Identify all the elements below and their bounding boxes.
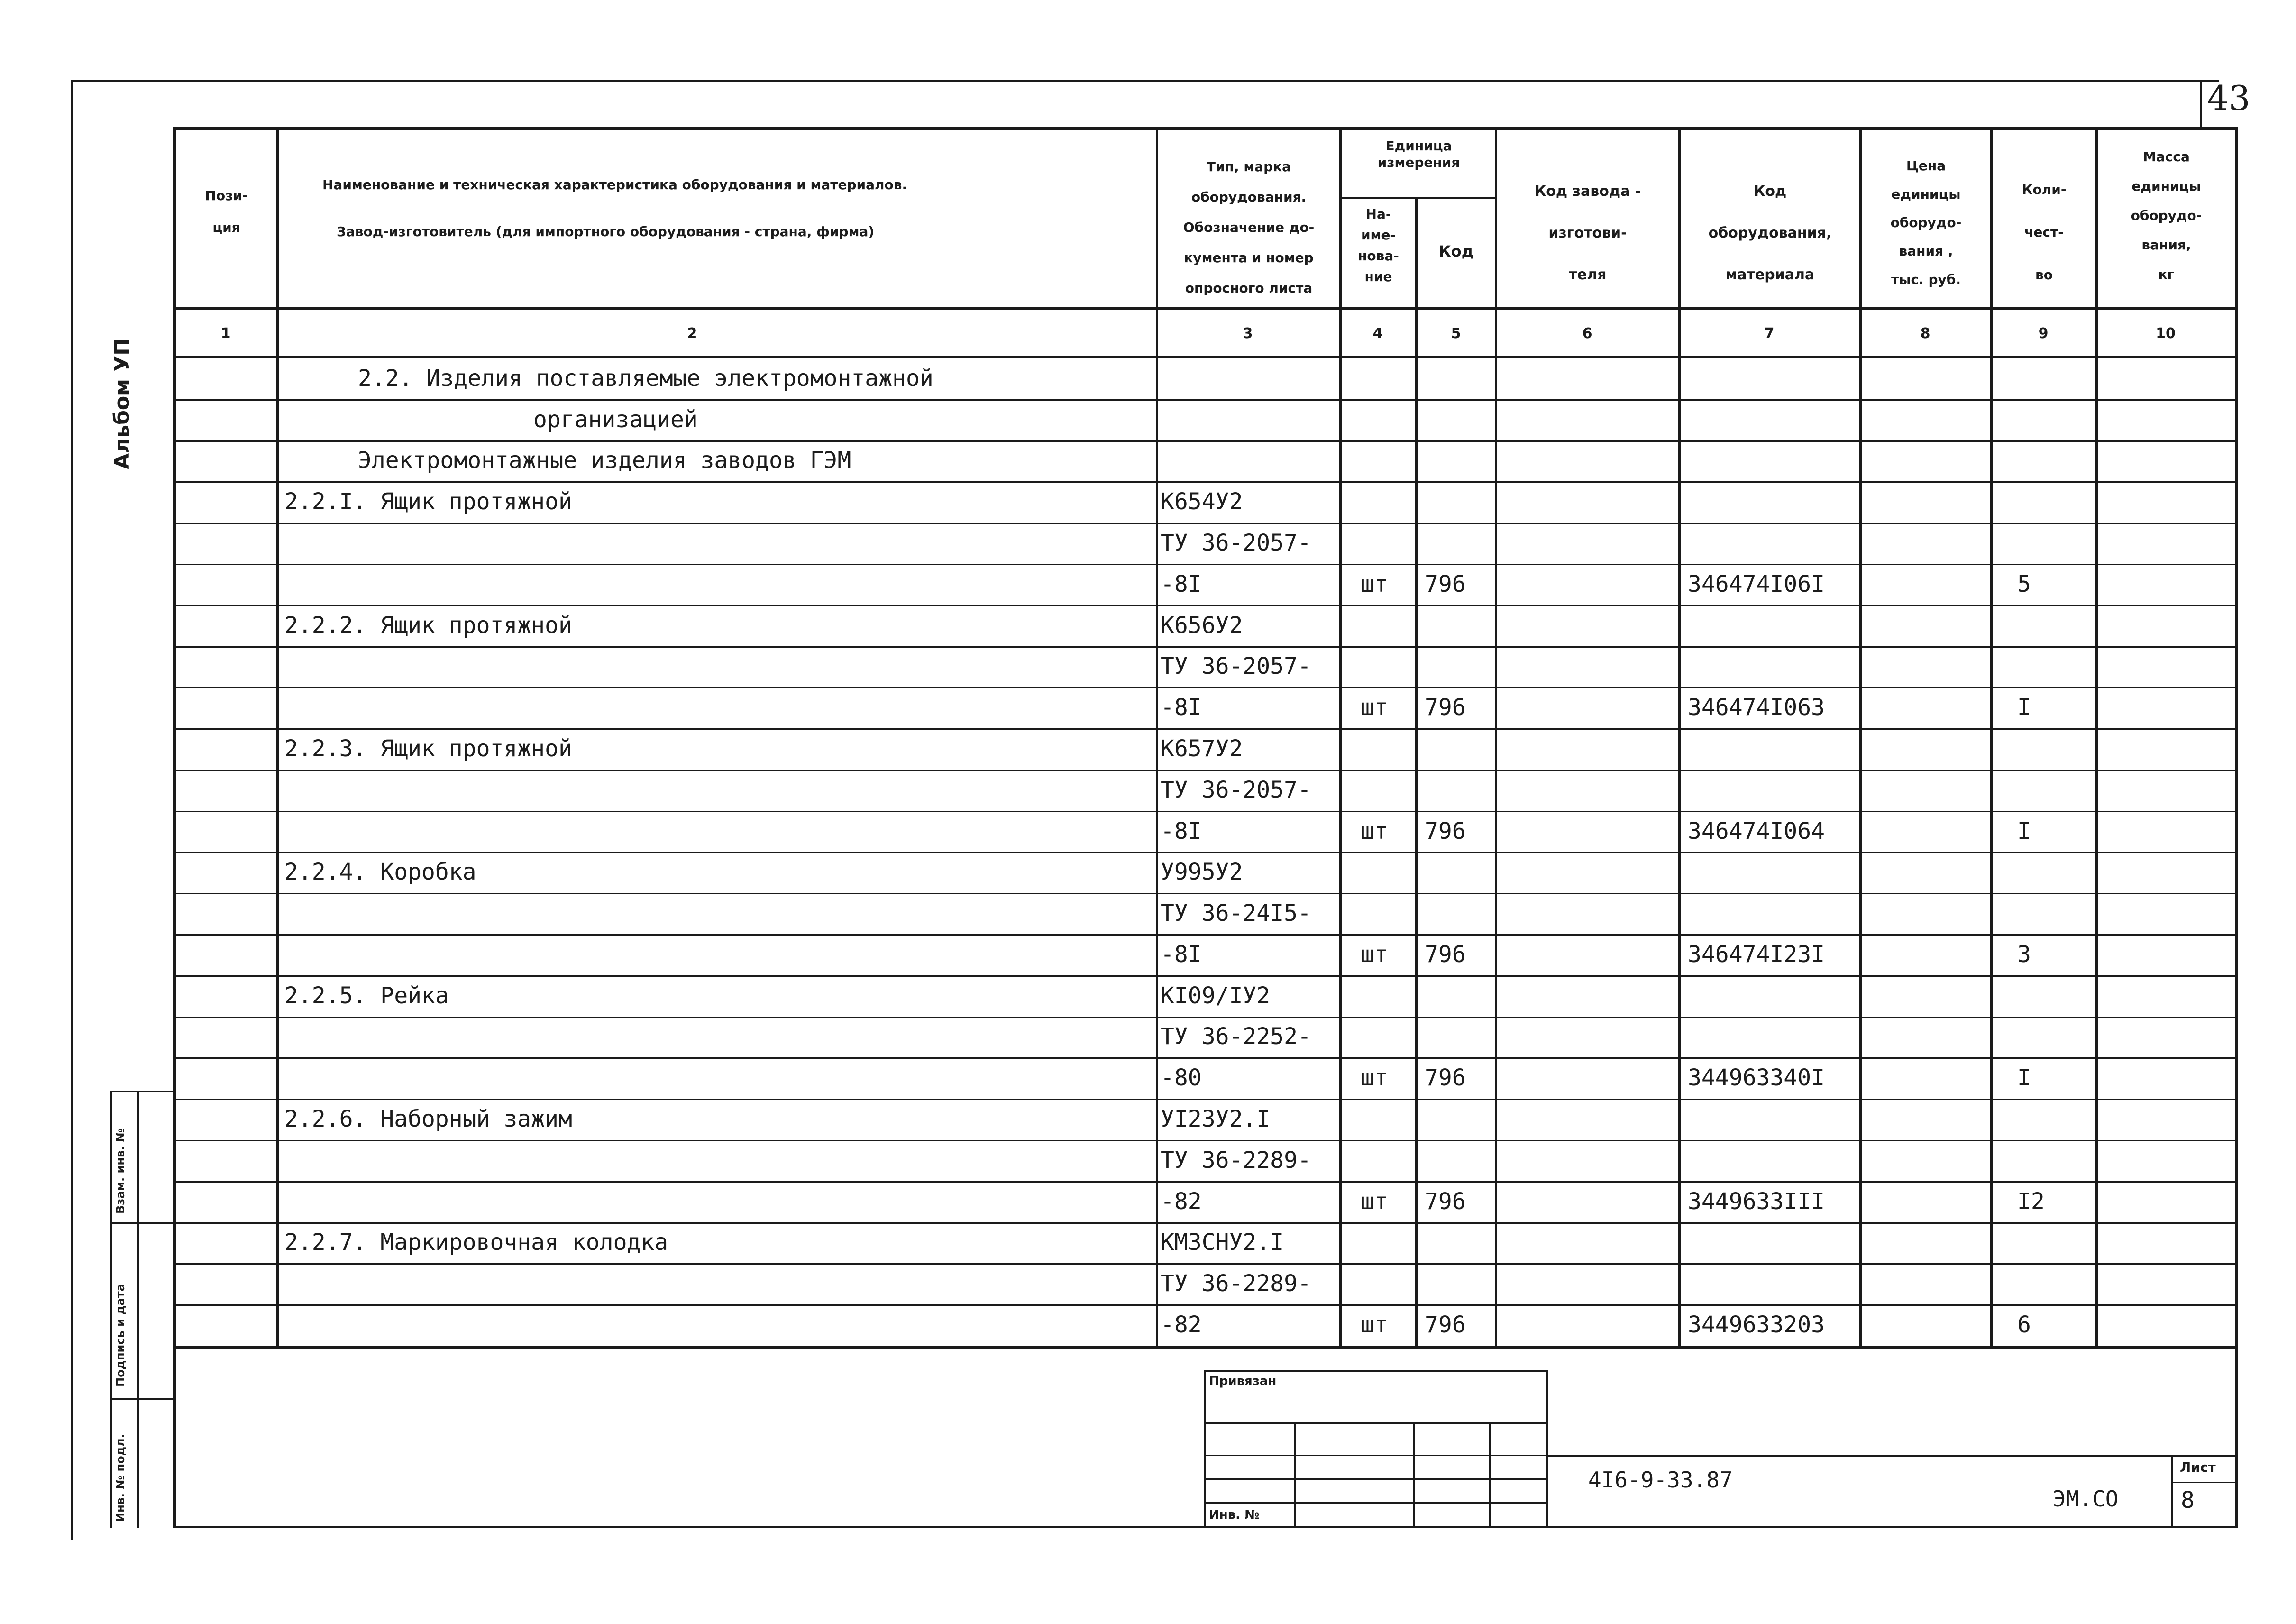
cell-c7: 346474I23I [1688, 941, 1825, 968]
cell-c5: 796 [1425, 1188, 1466, 1215]
col-line-6 [1678, 127, 1681, 1348]
row-separator [173, 1017, 2238, 1018]
cell-c3: КI09/IУ2 [1161, 982, 1271, 1009]
cell-c3: К657У2 [1161, 735, 1243, 762]
cell-c4: шт [1361, 941, 1388, 968]
cell-c3: ТУ 36-24I5- [1161, 900, 1311, 927]
header-position: Пози- ция [205, 188, 248, 235]
cell-c5: 796 [1425, 818, 1466, 844]
cell-c2: 2.2.7. Маркировочная колодка [284, 1229, 668, 1256]
stamp-line-c [1204, 1478, 1548, 1480]
side-stamp-line-2 [110, 1398, 175, 1400]
side-stamp-left-line [110, 1091, 112, 1528]
cell-c5: 796 [1425, 941, 1466, 968]
col-line-2 [1156, 127, 1158, 1348]
cell-c4: шт [1361, 1064, 1388, 1091]
side-stamp-mid-line [137, 1091, 139, 1528]
header-name: Наименование и техническая характеристика оборудования и материалов. Завод-изготовитель (для импортного оборудования - страна, фирма) [322, 177, 907, 239]
row-separator [173, 893, 2238, 894]
stamp-vline-2 [1413, 1422, 1415, 1526]
left-frame-line [71, 80, 73, 1540]
row-separator [173, 852, 2238, 853]
cell-c7: 346474I063 [1688, 694, 1825, 721]
row-separator [173, 523, 2238, 524]
cell-c3: ТУ 36-2289- [1161, 1147, 1311, 1174]
cell-c9: 5 [2017, 571, 2031, 597]
row-separator [173, 770, 2238, 771]
cell-c2: Электромонтажные изделия заводов ГЭМ [358, 447, 851, 474]
cell-c2: 2.2. Изделия поставляемые электромонтажной [358, 365, 933, 392]
row-separator [173, 1057, 2238, 1059]
top-frame-line [71, 80, 2219, 82]
cell-c3: ТУ 36-2252- [1161, 1023, 1311, 1050]
header-bottom-border [173, 307, 2238, 310]
colnum-4: 4 [1372, 325, 1383, 342]
cell-c9: I2 [2017, 1188, 2045, 1215]
cell-c2: 2.2.2. Ящик протяжной [284, 612, 572, 639]
stamp-line-b [1204, 1455, 1548, 1456]
cell-c4: шт [1361, 1312, 1388, 1338]
cell-c4: шт [1361, 694, 1388, 721]
col-line-1 [276, 127, 279, 1348]
colnum-1: 1 [220, 325, 231, 342]
cell-c5: 796 [1425, 571, 1466, 597]
cell-c7: 346474I06I [1688, 571, 1825, 597]
stamp-sheet-vline [2171, 1455, 2173, 1526]
col-line-3 [1339, 127, 1342, 1348]
row-separator [173, 605, 2238, 606]
header-unit-name: На- име- нова- ние [1358, 206, 1399, 284]
cell-c9: 6 [2017, 1312, 2031, 1338]
table-bottom-border [173, 1346, 2238, 1349]
section-code: ЭМ.СО [2053, 1486, 2119, 1512]
stamp-vline-3 [1489, 1422, 1491, 1526]
cell-c3: К654У2 [1161, 488, 1243, 515]
colnum-7: 7 [1764, 325, 1775, 342]
stamp-line-a [1204, 1422, 1548, 1424]
cell-c3: КМ3СНУ2.I [1161, 1229, 1284, 1256]
stamp-inv-label: Инв. № [1209, 1508, 1260, 1522]
cell-c5: 796 [1425, 1064, 1466, 1091]
side-label-inv-podl: Инв. № подл. [114, 1434, 127, 1522]
cell-c3: -82 [1161, 1188, 1202, 1215]
colnum-6: 6 [1582, 325, 1592, 342]
row-separator [173, 646, 2238, 648]
row-separator [173, 1099, 2238, 1100]
unit-group-divider [1339, 197, 1497, 199]
cell-c3: ТУ 36-2057- [1161, 530, 1311, 556]
cell-c3: ТУ 36-2057- [1161, 653, 1311, 679]
cell-c7: 3449633203 [1688, 1312, 1825, 1338]
col-line-9 [2095, 127, 2098, 1348]
col-line-7 [1859, 127, 1862, 1348]
row-separator [173, 1181, 2238, 1183]
colnum-10: 10 [2156, 325, 2176, 342]
row-separator [173, 975, 2238, 977]
row-separator [173, 481, 2238, 483]
header-factory-code: Код завода - изготови- теля [1534, 183, 1641, 283]
cell-c3: -82 [1161, 1312, 1202, 1338]
cell-c5: 796 [1425, 694, 1466, 721]
side-label-podpis: Подпись и дата [114, 1284, 127, 1387]
colnum-bottom-border [173, 356, 2238, 358]
page-number: 43 [2207, 78, 2250, 118]
sheet-number: 8 [2181, 1487, 2195, 1514]
cell-c2: 2.2.3. Ящик протяжной [284, 735, 572, 762]
row-separator [173, 399, 2238, 401]
header-quantity: Коли- чест- во [2022, 182, 2067, 283]
cell-c2: организацией [533, 406, 698, 433]
cell-c7: 346474I064 [1688, 818, 1825, 844]
col-line-8 [1990, 127, 1993, 1348]
cell-c7: 344963340I [1688, 1064, 1825, 1091]
table-top-border [173, 127, 2238, 130]
cell-c3: УI23У2.I [1161, 1106, 1271, 1132]
cell-c3: -80 [1161, 1064, 1202, 1091]
stamp-bound-label: Привязан [1209, 1374, 1277, 1388]
row-separator [173, 1140, 2238, 1141]
row-separator [173, 934, 2238, 936]
cell-c3: -8I [1161, 818, 1202, 844]
stamp-top-line [1204, 1370, 1548, 1372]
cell-c4: шт [1361, 1188, 1388, 1215]
cell-c3: -8I [1161, 571, 1202, 597]
stamp-line-d [1204, 1502, 1548, 1504]
stamp-vline-1 [1294, 1422, 1296, 1526]
doc-code: 4I6-9-33.87 [1588, 1467, 1733, 1493]
cell-c2: 2.2.6. Наборный зажим [284, 1106, 572, 1132]
header-unit-group: Единица измерения [1377, 138, 1460, 170]
side-label-vzam: Взам. инв. № [114, 1128, 127, 1214]
row-separator [173, 728, 2238, 730]
cell-c4: шт [1361, 818, 1388, 844]
cell-c3: ТУ 36-2057- [1161, 777, 1311, 803]
row-separator [173, 811, 2238, 812]
colnum-3: 3 [1243, 325, 1253, 342]
header-unit-code: Код [1438, 242, 1474, 260]
side-stamp-top-line [110, 1091, 175, 1092]
page-number-box-left [2200, 80, 2202, 127]
row-separator [173, 1263, 2238, 1265]
row-separator [173, 564, 2238, 565]
row-separator [173, 440, 2238, 442]
side-stamp-line-1 [110, 1222, 175, 1224]
cell-c3: У995У2 [1161, 859, 1243, 885]
cell-c9: I [2017, 1064, 2031, 1091]
cell-c7: 3449633III [1688, 1188, 1825, 1215]
table-right-border [2235, 127, 2238, 1528]
stamp-sheet-hline [2171, 1482, 2237, 1483]
cell-c9: I [2017, 818, 2031, 844]
table-left-border [173, 127, 176, 1528]
colnum-8: 8 [1920, 325, 1930, 342]
stamp-doc-line [1546, 1455, 2235, 1457]
sheet-label: Лист [2180, 1459, 2216, 1475]
col-line-4 [1415, 197, 1418, 1348]
row-separator [173, 1304, 2238, 1306]
cell-c4: шт [1361, 571, 1388, 597]
header-price: Цена единицы оборудо- вания , тыс. руб. [1890, 158, 1962, 287]
cell-c9: 3 [2017, 941, 2031, 968]
cell-c5: 796 [1425, 1312, 1466, 1338]
col-line-5 [1495, 127, 1497, 1348]
cell-c2: 2.2.5. Рейка [284, 982, 449, 1009]
header-type: Тип, марка оборудования. Обозначение до- кумента и номер опросного листа [1183, 159, 1315, 296]
header-equipment-code: Код оборудования, материала [1708, 183, 1832, 283]
album-label: Альбом УП [110, 338, 134, 469]
cell-c9: I [2017, 694, 2031, 721]
colnum-5: 5 [1451, 325, 1461, 342]
cell-c2: 2.2.I. Ящик протяжной [284, 488, 572, 515]
cell-c3: К656У2 [1161, 612, 1243, 639]
cell-c3: -8I [1161, 941, 1202, 968]
row-separator [173, 687, 2238, 688]
cell-c3: -8I [1161, 694, 1202, 721]
cell-c3: ТУ 36-2289- [1161, 1270, 1311, 1297]
cell-c2: 2.2.4. Коробка [284, 859, 476, 885]
colnum-9: 9 [2038, 325, 2049, 342]
row-separator [173, 1222, 2238, 1224]
colnum-2: 2 [687, 325, 697, 342]
header-mass: Масса единицы оборудо- вания, кг [2131, 149, 2202, 282]
